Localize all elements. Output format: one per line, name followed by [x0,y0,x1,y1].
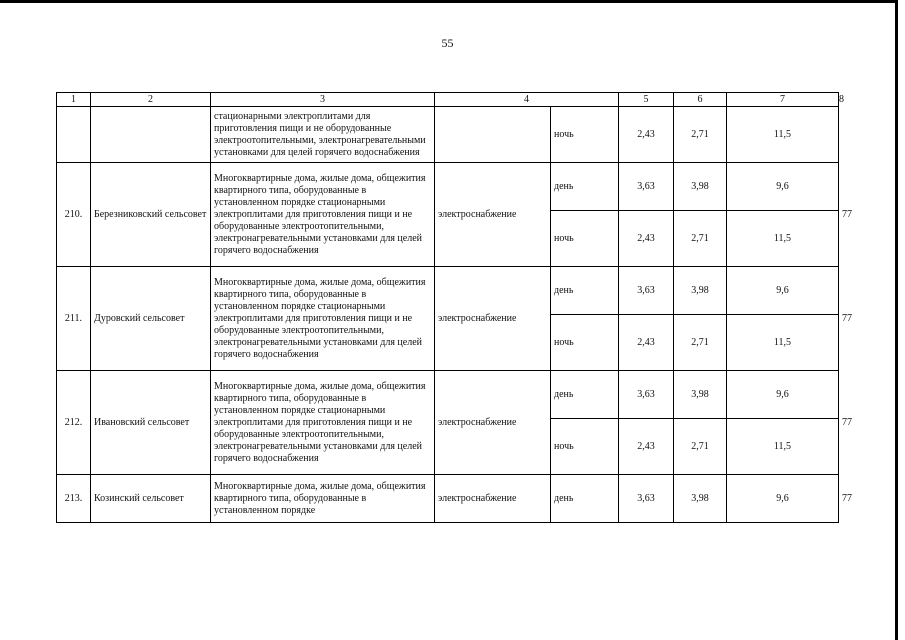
cell-num: 213. [57,475,91,523]
cell-value-7: 11,5 [727,315,839,371]
cell-value-7: 11,5 [727,211,839,267]
cell-value-6: 3,98 [674,475,727,523]
cell-period: ночь [551,315,619,371]
cell-value-5: 3,63 [619,371,674,419]
cell-value-5: 3,63 [619,475,674,523]
table-row: 211. Дуровский сельсовет Многоквартирные дома, жилые дома, общежития квартирного типа, оборудованные в установленном порядке стационарными электроплитами для приготовления пищи и не оборудованные электроотопительными, электронагревательными установками для целей горячего водоснабжения электроснабжение день 3,63 3,98 9,6 77 [57,267,839,315]
table-row: 210. Березниковский сельсовет Многоквартирные дома, жилые дома, общежития квартирного типа, оборудованные в установленном порядке стационарными электроплитами для приготовления пищи и не оборудованные электроотопительными, электронагревательными установками для целей горячего водоснабжения электроснабжение день 3,63 3,98 9,6 77 [57,163,839,211]
table-row: 212. Ивановский сельсовет Многоквартирные дома, жилые дома, общежития квартирного типа, оборудованные в установленном порядке стационарными электроплитами для приготовления пищи и не оборудованные электроотопительными, электронагревательными установками для целей горячего водоснабжения электроснабжение день 3,63 3,98 9,6 77 [57,371,839,419]
cell-value-5: 2,43 [619,107,674,163]
header-row: 1 2 3 4 5 6 7 8 [57,93,839,107]
cell-num: 210. [57,163,91,267]
cell-period: день [551,371,619,419]
cell-value-6: 3,98 [674,267,727,315]
cell-description: Многоквартирные дома, жилые дома, общежития квартирного типа, оборудованные в установленном порядке стационарными электроплитами для приготовления пищи и не оборудованные электроотопительными, электронагревательными установками для целей горячего водоснабжения [211,163,435,267]
cell-description: Многоквартирные дома, жилые дома, общежития квартирного типа, оборудованные в установленном порядке [211,475,435,523]
cell-period: день [551,475,619,523]
cell-value-7: 9,6 [727,267,839,315]
cell-value-6: 2,71 [674,315,727,371]
tariff-table [56,92,852,523]
column-header: 4 [435,93,619,107]
cell-description: стационарными электроплитами для приготовления пищи и не оборудованные электроотопительными, электронагревательными установками для целей горячего водоснабжения [211,107,435,163]
cell-value-6: 2,71 [674,211,727,267]
column-header: 3 [211,93,435,107]
cell-name: Березниковский сельсовет [91,163,211,267]
column-header: 5 [619,93,674,107]
cell-num: 212. [57,371,91,475]
cell-name: Дуровский сельсовет [91,267,211,371]
cell-service: электроснабжение [435,475,551,523]
cell-value-7: 11,5 [727,107,839,163]
table-row-continuation [57,107,839,163]
column-header: 6 [674,93,727,107]
cell-value-6: 2,71 [674,107,727,163]
cell-description: Многоквартирные дома, жилые дома, общежития квартирного типа, оборудованные в установленном порядке стационарными электроплитами для приготовления пищи и не оборудованные электроотопительными, электронагревательными установками для целей горячего водоснабжения [211,267,435,371]
cell-value-5: 2,43 [619,315,674,371]
cell-value-5: 3,63 [619,267,674,315]
table-row: 213. Козинский сельсовет Многоквартирные дома, жилые дома, общежития квартирного типа, оборудованные в установленном порядке электроснабжение день 3,63 3,98 9,6 77 [57,475,839,523]
cell-period: ночь [551,107,619,163]
column-header: 7 [727,93,839,107]
cell-period: день [551,163,619,211]
cell-description: Многоквартирные дома, жилые дома, общежития квартирного типа, оборудованные в установленном порядке стационарными электроплитами для приготовления пищи и не оборудованные электроотопительными, электронагревательными установками для целей горячего водоснабжения [211,371,435,475]
page-number: 55 [441,36,454,50]
cell-service: электроснабжение [435,371,551,475]
cell-value-5: 3,63 [619,163,674,211]
cell-value-6: 3,98 [674,371,727,419]
cell-period: ночь [551,419,619,475]
column-header: 1 [57,93,91,107]
cell-name: Ивановский сельсовет [91,371,211,475]
page-border-right [895,0,898,640]
cell-period: ночь [551,211,619,267]
cell-service: электроснабжение [435,163,551,267]
cell-value-7: 9,6 [727,163,839,211]
cell-service [435,107,551,163]
cell-num: 211. [57,267,91,371]
cell-name: Козинский сельсовет [91,475,211,523]
cell-service: электроснабжение [435,267,551,371]
cell-value-6: 3,98 [674,163,727,211]
cell-value-7: 9,6 [727,475,839,523]
cell-value-5: 2,43 [619,211,674,267]
column-header: 2 [91,93,211,107]
cell-num [57,107,91,163]
cell-value-6: 2,71 [674,419,727,475]
page-border-top [0,0,895,3]
cell-value-7: 9,6 [727,371,839,419]
cell-value-5: 2,43 [619,419,674,475]
cell-name [91,107,211,163]
cell-period: день [551,267,619,315]
cell-value-7: 11,5 [727,419,839,475]
